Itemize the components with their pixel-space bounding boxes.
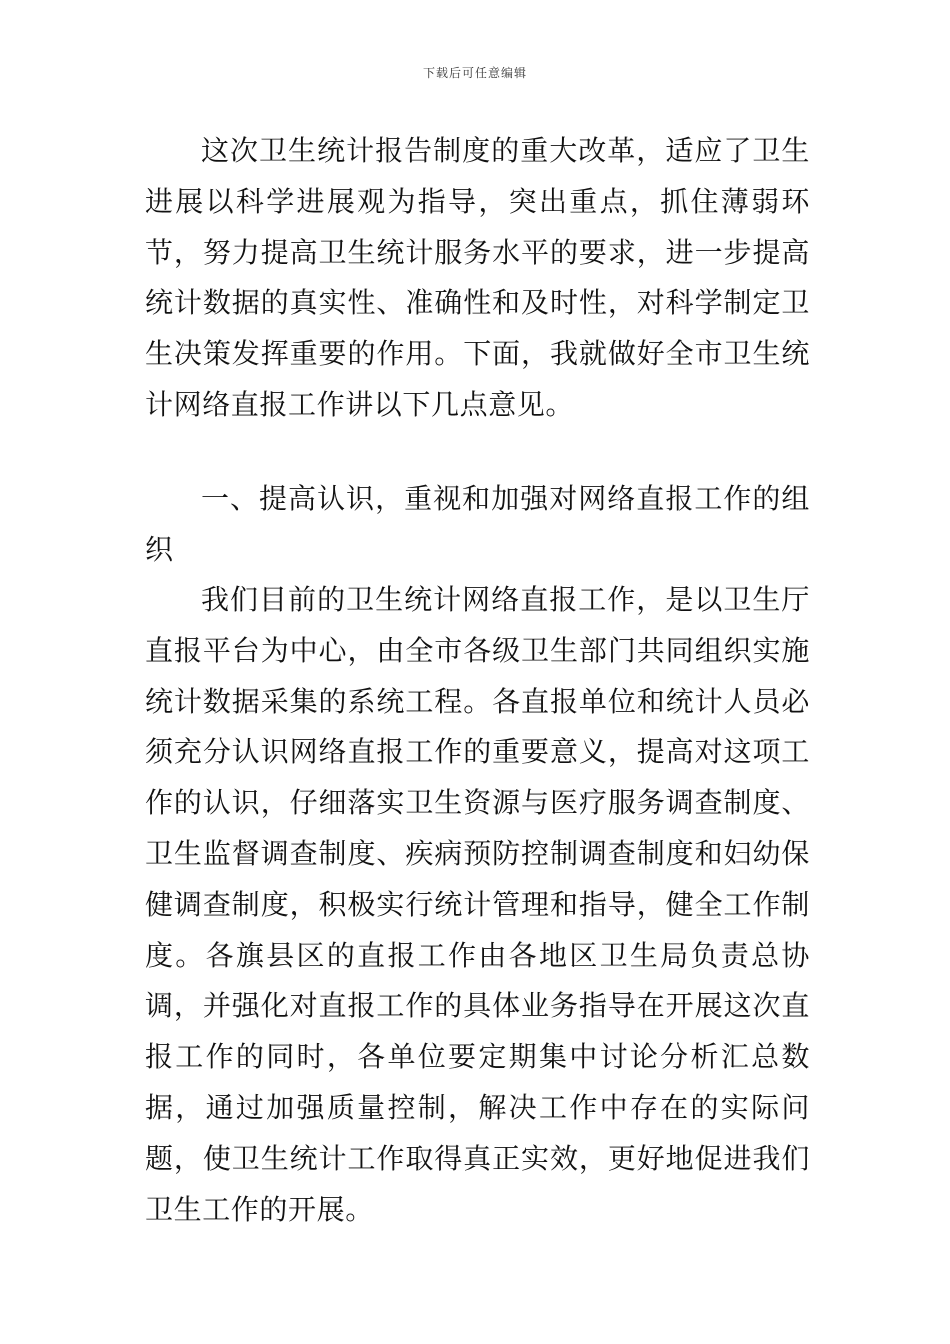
- section-heading: 一、提高认识，重视和加强对网络直报工作的组织: [145, 482, 810, 566]
- intro-paragraph-block: [145, 126, 810, 431]
- body-paragraph-block: [145, 575, 810, 1235]
- body-paragraph: 我们目前的卫生统计网络直报工作，是以卫生厅直报平台为中心，由全市各级卫生部门共同组织实施统计数据采集的系统工程。各直报单位和统计人员必须充分认识网络直报工作的重要意义，提高对这项工作的认识，仔细落实卫生资源与医疗服务调查制度、卫生监督调查制度、疾病预防控制调查制度和妇幼保健调查制度，积极实行统计管理和指导，健全工作制度。各旗县区的直报工作由各地区卫生局负责总协调，并强化对直报工作的具体业务指导在开展这次直报工作的同时，各单位要定期集中讨论分析汇总数据，通过加强质量控制，解决工作中存在的实际问题，使卫生统计工作取得真正实效，更好地促进我们卫生工作的开展。: [145, 583, 810, 1226]
- section-heading-block: [145, 474, 810, 576]
- header-note: 下载后可任意编辑: [422, 66, 527, 80]
- intro-paragraph: 这次卫生统计报告制度的重大改革，适应了卫生进展以科学进展观为指导，突出重点，抓住薄弱环节，努力提高卫生统计服务水平的要求，进一步提高统计数据的真实性、准确性和及时性，对科学制定卫生决策发挥重要的作用。下面，我就做好全市卫生统计网络直报工作讲以下几点意见。: [145, 134, 810, 421]
